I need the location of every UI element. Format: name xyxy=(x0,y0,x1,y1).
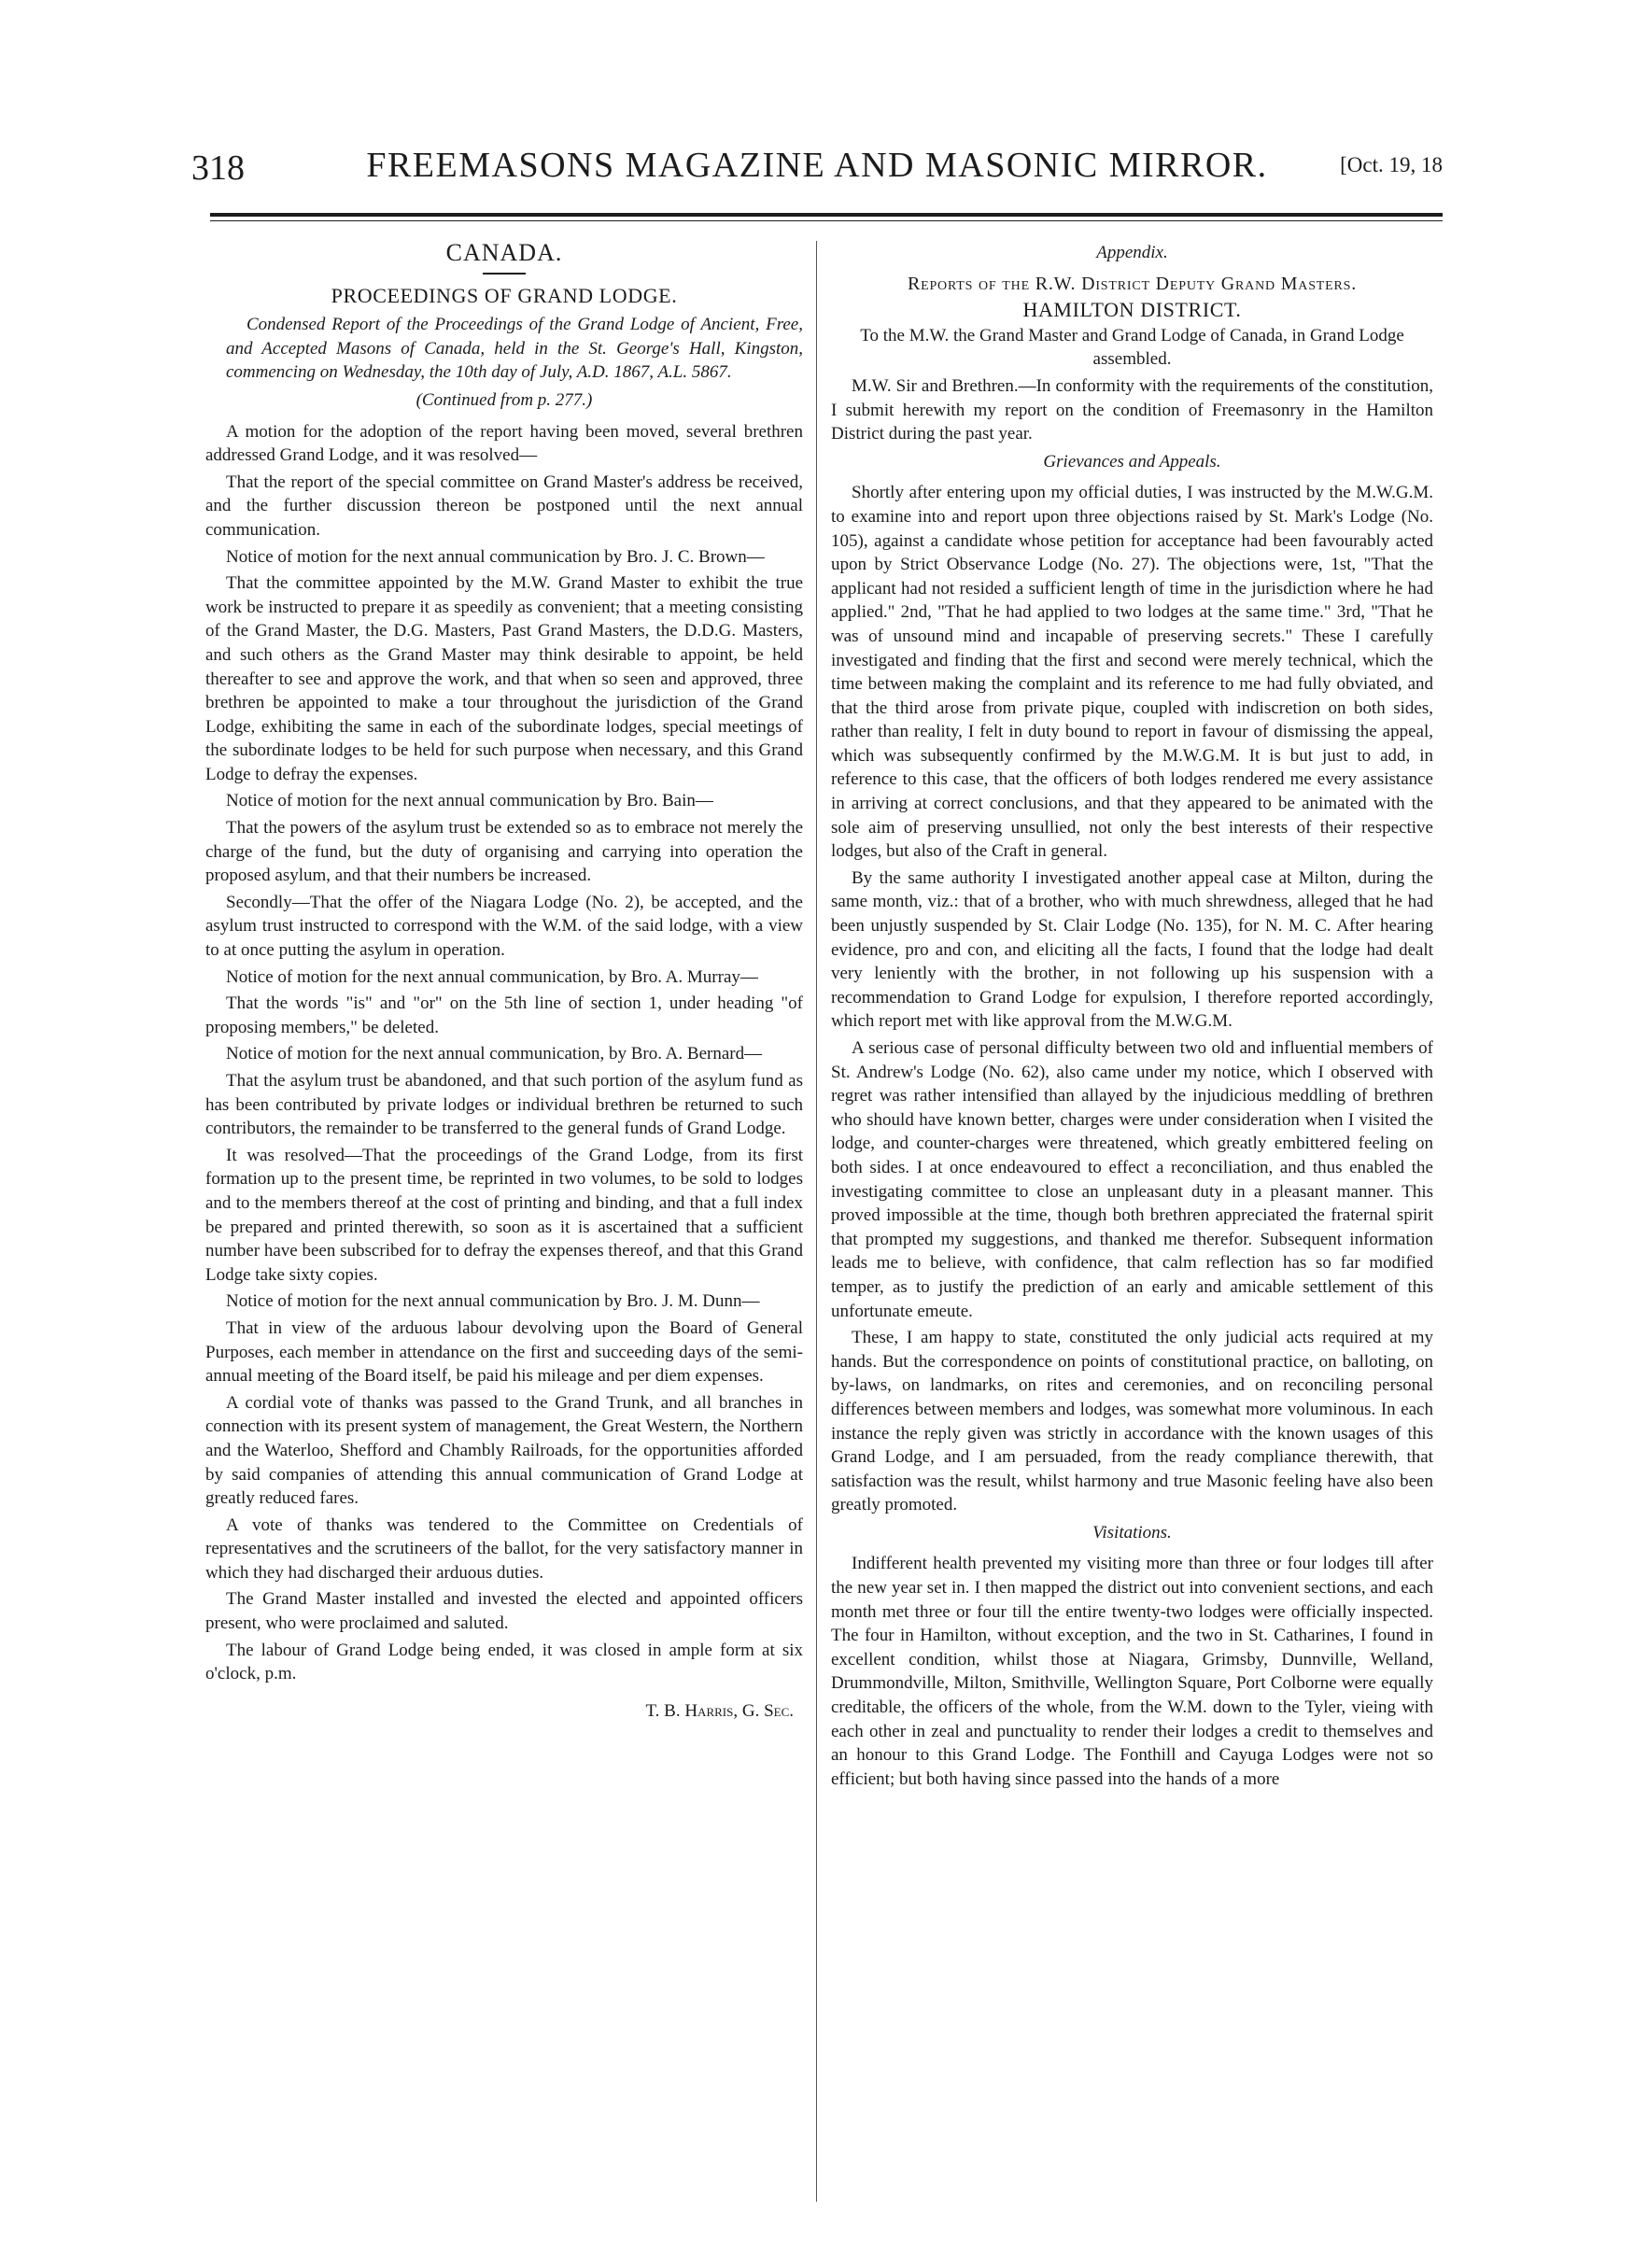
paragraph: A vote of thanks was tendered to the Committee on Credentials of representatives and the scrutineers of the ballot, for the very satisfactory manner in which they had discharged their arduous duties. xyxy=(205,1514,803,1583)
page-header xyxy=(191,140,1443,205)
paragraph: Notice of motion for the next annual communication, by Bro. A. Murray— xyxy=(226,966,758,987)
appendix-heading: Appendix. xyxy=(1096,243,1168,262)
paragraph: That the powers of the asylum trust be extended so as to embrace not merely the charge of the fund, but the duty of organising and carrying into operation the proposed asylum, and that their numbers be increased. xyxy=(205,818,803,886)
district-heading: HAMILTON DISTRICT. xyxy=(1022,298,1242,322)
address-line: To the M.W. the Grand Master and Grand Lodge of Canada, in Grand Lodge assembled. xyxy=(860,325,1404,370)
paragraph: A motion for the adoption of the report having been moved, several brethren addressed Grand Lodge, and it was resolved— xyxy=(205,421,803,466)
section-title: CANADA. xyxy=(445,239,563,266)
paragraph: That in view of the arduous labour devolving upon the Board of General Purposes, each member in attendance on the first and succeeding days of the semi-annual meeting of the Board itself, be paid his mileage and per diem expenses. xyxy=(205,1317,803,1387)
paragraph: That the asylum trust be abandoned, and that such portion of the asylum fund as has been contributed by private lodges or individual brethren be returned to such contributors, the remainder to be transferred to the general funds of Grand Lodge. xyxy=(205,1071,803,1139)
paragraph: The Grand Master installed and invested the elected and appointed officers present, who were proclaimed and saluted. xyxy=(205,1589,803,1634)
paragraph: Notice of motion for the next annual communication by Bro. J. M. Dunn— xyxy=(226,1291,760,1312)
paragraph: That the report of the special committee on Grand Master's address be received, and the further discussion thereon be postponed until the next annual communication. xyxy=(205,472,803,540)
salutation: M.W. Sir and Brethren.—In conformity with the requirements of the constitution, I submit herewith my report on the condition of Freemasonry in the Hamilton District during the past year. xyxy=(831,375,1433,444)
paragraph: Shortly after entering upon my official duties, I was instructed by the M.W.G.M. to examine into and report upon three objections raised by St. Mark's Lodge (No. 105), against a candidate whose petition for acceptance had been favourably acted upon by Strict Observance Lodge (No. 27). The objections were, 1st, "That the applicant had not resided a sufficient length of time in the jurisdiction where he had applied." 2nd, "That he had applied to two lodges at the same time." 3rd, "That he was of unsound mind and incapable of preserving secrets." These I carefully investigated and finding that the first and second were merely technical, which the time between making the complaint and its reference to me had fully obviated, and that the third arose from private pique, coupled with indiscretion on both sides, rather than reality, I felt in duty bound to report in favour of dismissing the appeal, which was subsequently confirmed by the M.W.G.M. It is but just to add, in reference to this case, that the officers of both lodges rendered me every assistance in arriving at correct conclusions, and that they appeared to be animated with the sole aim of preserving unsullied, not only the best interests of their respective lodges, but also of the Craft in general. xyxy=(831,483,1433,862)
paragraph: That the committee appointed by the M.W. Grand Master to exhibit the true work be instructed to prepare it as speedily as convenient; that a meeting consisting of the Grand Master, the D.G. Masters, Past Grand Masters, the D.D.G. Masters, and such others as the Grand Master may think desirable to appoint, be held thereafter to see and approve the work, and that when so seen and approved, three brethren be appointed to make a tour throughout the jurisdiction of the Grand Lodge, exhibiting the same in each of the subordinate lodges, special meetings of the subordinate lodges to be held for such purpose when necessary, and this Grand Lodge to defray the expenses. xyxy=(205,573,803,784)
magazine-title: FREEMASONS MAGAZINE AND MASONIC MIRROR. xyxy=(366,146,1268,185)
paragraph: The labour of Grand Lodge being ended, it was closed in ample form at six o'clock, p.m. xyxy=(205,1640,803,1684)
reports-heading: Reports of the R.W. District Deputy Grand Masters. xyxy=(907,273,1358,294)
paragraph: Notice of motion for the next annual communication by Bro. J. C. Brown— xyxy=(226,546,765,567)
article-subtitle: PROCEEDINGS OF GRAND LODGE. xyxy=(331,283,678,307)
header-rule-thin xyxy=(210,220,1443,221)
paragraph: It was resolved—That the proceedings of the Grand Lodge, from its first formation up to the present time, be reprinted in two volumes, to be sold to lodges and to the members thereof at the cost of printing and binding, and that a full index be prepared and printed therewith, so soon as it is ascertained that a sufficient number have been subscribed for to defray the expenses thereof, and that this Grand Lodge take sixty copies. xyxy=(205,1145,803,1285)
title-rule xyxy=(483,273,526,275)
paragraph: Notice of motion for the next annual communication, by Bro. A. Bernard— xyxy=(226,1044,763,1064)
paragraph: These, I am happy to state, constituted the only judicial acts required at my hands. But the correspondence on points of constitutional practice, on balloting, on by-laws, on landmarks, on rites and ceremonies, and on reconciling personal differences between members and lodges, was somewhat more voluminous. In each instance the reply given was strictly in accordance with the known usages of this Grand Lodge, and I am persuaded, from the ready compliance therewith, that satisfaction was the result, whilst harmony and true Masonic feeling have also been greatly promoted. xyxy=(831,1328,1433,1515)
column-divider xyxy=(816,241,817,2202)
grievances-heading: Grievances and Appeals. xyxy=(1043,451,1221,472)
paragraph: That the words "is" and "or" on the 5th line of section 1, under heading "of proposing members," be deleted. xyxy=(205,993,803,1037)
right-column xyxy=(831,241,1433,1794)
header-rule-thick xyxy=(210,213,1443,217)
paragraph: Notice of motion for the next annual communication by Bro. Bain— xyxy=(226,791,713,811)
page-number: 318 xyxy=(191,148,245,188)
paragraph: A cordial vote of thanks was passed to the Grand Trunk, and all branches in connection with its present system of management, the Great Western, the Northern and the Waterloo, Shefford and Chambly Railroads, for the opportunities afforded by said companies of attending this annual communication of Grand Lodge at greatly reduced fares. xyxy=(205,1392,803,1509)
signature: T. B. Harris, G. Sec. xyxy=(645,1700,794,1721)
visitations-heading: Visitations. xyxy=(1092,1522,1172,1543)
issue-date: [Oct. 19, 18 xyxy=(1340,153,1443,176)
article-intro: Condensed Report of the Proceedings of the Grand Lodge of Ancient, Free, and Accepted Masons of Canada, held in the St. George's Hall, Kingston, commencing on Wednesday, the 10th day of July, A.D. 1867, A.L. 5867. xyxy=(226,315,803,383)
paragraph: Secondly—That the offer of the Niagara Lodge (No. 2), be accepted, and the asylum trust instructed to correspond with the W.M. of the said lodge, with a view to at once putting the asylum in operation. xyxy=(205,892,803,961)
paragraph: Indifferent health prevented my visiting more than three or four lodges till after the new year set in. I then mapped the district out into convenient sections, and each month met three or four till the entire twenty-two lodges were officially inspected. The four in Hamilton, without exception, and the two in St. Catharines, I found in excellent condition, whilst those at Niagara, Grimsby, Dunnville, Welland, Drummondville, Milton, Smithville, Wellington Square, Port Colborne were equally creditable, the officers of the whole, from the W.M. down to the Tyler, vieing with each other in zeal and punctuality to render their lodges a credit to themselves and an honour to this Grand Lodge. The Fonthill and Cayuga Lodges were not so efficient; but both having since passed into the hands of a more xyxy=(831,1554,1433,1789)
paragraph: By the same authority I investigated another appeal case at Milton, during the same month, viz.: that of a brother, who with much shrewdness, alleged that he had been unjustly suspended by St. Clair Lodge (No. 135), for N. M. C. After hearing evidence, pro and con, and eliciting all the facts, I found that the lodge had dealt very leniently with the brother, in not following up his suspension with a recommendation to Grand Lodge for expulsion, I therefore reported accordingly, which report met with like approval from the M.W.G.M. xyxy=(831,867,1433,1032)
paragraph: A serious case of personal difficulty between two old and influential members of St. Andrew's Lodge (No. 62), also came under my notice, which I observed with regret was rather intensified than allayed by the injudicious meddling of brethren who should have known better, charges were under consideration when I visited the lodge, and counter-charges were threatened, which greatly embittered feeling on both sides. I at once endeavoured to effect a reconciliation, and thus enabled the investigating committee to close an unpleasant duty in a pleasant manner. This proved impossible at the time, though both brethren appreciated the fraternal spirit that prompted my suggestions, and thanked me therefor. Subsequent information leads me to believe, with confidence, that calm reflection has so far modified temper, as to justify the prediction of an early and amicable settlement of this unfortunate emeute. xyxy=(831,1038,1433,1321)
continued-note: (Continued from p. 277.) xyxy=(416,389,593,410)
left-column xyxy=(205,241,803,1723)
